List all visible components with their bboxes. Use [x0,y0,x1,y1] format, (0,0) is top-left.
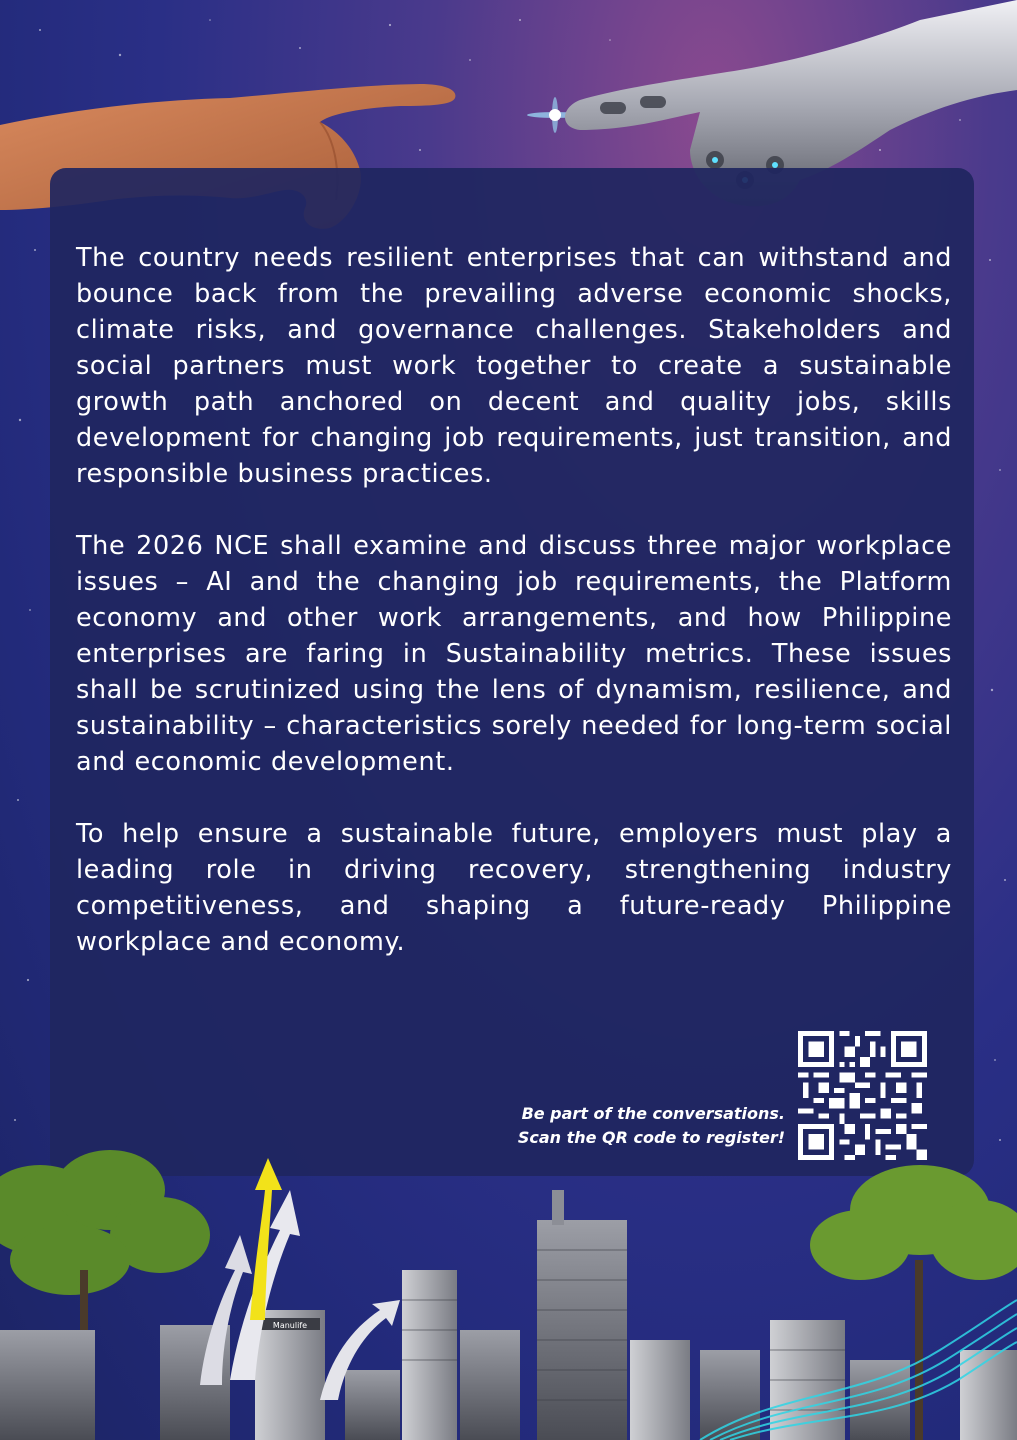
body-text [76,240,952,996]
cta-text [465,1102,785,1150]
building-sign: Manulife [272,1321,308,1330]
paragraph-resilience: The country needs resilient enterprises that can withstand and bounce back from the prevailing adverse economic shocks, climate risks, and governance challenges. Stakeholders and social partners must work together to create a sustainable growth path anchored on decent and quality jobs, skills development for changing job requirements, just transition, and responsible business practices. [76,243,952,489]
tree-left [0,1150,210,1295]
paragraph-nce-issues: The 2026 NCE shall examine and discuss three major workplace issues – AI and the changing job requirements, the Platform economy and other work arrangements, and how Philippine enterprises are faring in Sustainability metrics. These issues shall be scrutinized using the lens of dynamism, resilience, and sustainability – characteristics sorely needed for long-term social and economic development. [76,531,952,777]
cityscape-illustration [0,1150,1017,1440]
paragraph-sustainable-future: To help ensure a sustainable future, employers must play a leading role in driving recovery, strengthening industry competitiveness, and shaping a future-ready Philippine workplace and economy. [76,819,952,957]
cta-line-1: Be part of the conversations. [521,1104,785,1123]
tree-right [810,1165,1017,1280]
cta-line-2: Scan the QR code to register! [517,1128,785,1147]
qr-code-icon[interactable] [798,1031,927,1160]
